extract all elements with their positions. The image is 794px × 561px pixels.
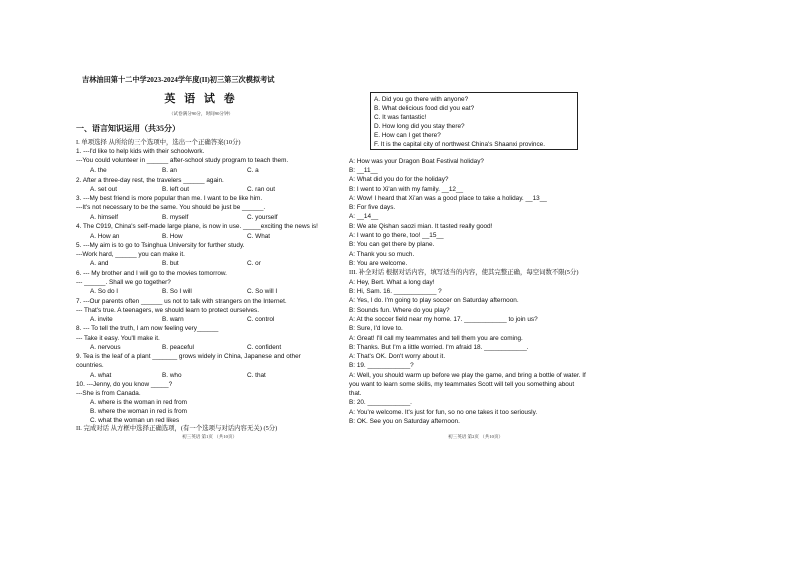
- subject-title: 英 语 试 卷: [164, 93, 238, 105]
- option: C. that: [247, 372, 266, 379]
- question-line: --- That's true. A teenagers, we should learn to protect ourselves.: [76, 307, 259, 314]
- question-line: 5. ---My aim is to go to Tsinghua University for further study.: [76, 242, 245, 249]
- option: B. who: [162, 372, 182, 379]
- part2-instruction: II. 完成对话 从方框中选择正确选项，(有一个选项与对话内容无关) (5分): [76, 425, 278, 432]
- dialogue-line: you want to learn some skills, my teammates Scott will tell you something about: [349, 381, 575, 388]
- dialogue-line: A: At the soccer field near my home. 17. ____________ to join us?: [349, 316, 538, 323]
- option: B. warn: [162, 316, 184, 323]
- dialogue-line: B: I went to Xi'an with my family. __12__: [349, 186, 464, 193]
- option: B. peaceful: [162, 344, 194, 351]
- dialogue-line: A: That's OK. Don't worry about it.: [349, 353, 446, 360]
- option: C. control: [247, 316, 275, 323]
- question-line: countries.: [76, 362, 104, 369]
- box-option: E. How can I get there?: [374, 132, 441, 139]
- option: C. confident: [247, 344, 282, 351]
- option: A. How an: [90, 233, 120, 240]
- dialogue-line: A: I want to go there, too! __15__: [349, 232, 444, 239]
- dialogue-line: B: Thanks. But I'm a little worried. I'm afraid 18. ____________.: [349, 344, 529, 351]
- box-option: C. It was fantastic!: [374, 114, 427, 121]
- dialogue-line: A: How was your Dragon Boat Festival holiday?: [349, 158, 484, 165]
- dialogue-line: A: You're welcome. It's just for fun, so no one takes it too seriously.: [349, 409, 538, 416]
- dialogue-line: A: __14__: [349, 213, 379, 220]
- option: A. So do I: [90, 288, 119, 295]
- option: A. invite: [90, 316, 113, 323]
- dialogue-line: B: Hi, Sam. 16. ____________ ?: [349, 288, 442, 295]
- section-1-title: 一、语言知识运用（共35分）: [76, 124, 180, 133]
- question-line: ---Work hard, ______ you can make it.: [76, 251, 185, 258]
- question-line: 3. ---My best friend is more popular than me. I want to be like him.: [76, 195, 263, 202]
- box-option: F. It is the capital city of northwest China's Shaanxi province.: [374, 141, 546, 148]
- dialogue-line: A: What did you do for the holiday?: [349, 176, 449, 183]
- option: B. but: [162, 260, 179, 267]
- dialogue-line: A: Hey, Bert. What a long day!: [349, 279, 435, 286]
- question-line: 10. ---Jenny, do you know _____?: [76, 381, 173, 388]
- score-note: （试卷满分90分，时间90分钟）: [168, 111, 234, 116]
- option: A. where is the woman in red from: [90, 399, 187, 406]
- option-box: [370, 92, 578, 150]
- dialogue-line: A: Great! I'll call my teammates and tell them you are coming.: [349, 335, 523, 342]
- option: C. yourself: [247, 214, 278, 221]
- option: C. ran out: [247, 186, 276, 193]
- dialogue-line: B: For five days.: [349, 204, 396, 211]
- question-line: ---It's not necessary to be the same. You should be just be ______.: [76, 204, 266, 211]
- option: C. So will I: [247, 288, 278, 295]
- question-line: 9. Tea is the leaf of a plant _______ grows widely in China, Japanese and other: [76, 353, 301, 360]
- dialogue-line: A: Well, you should warm up before we play the game, and bring a bottle of water. If: [349, 372, 586, 379]
- question-line: 7. ---Our parents often ______ us not to talk with strangers on the Internet.: [76, 298, 287, 305]
- option: C. What: [247, 233, 271, 240]
- option: A. nervous: [90, 344, 121, 351]
- dialogue-line: A: Wow! I heard that Xi'an was a good place to take a holiday. __13__: [349, 195, 547, 202]
- question-line: 1. ---I'd like to help kids with their schoolwork.: [76, 148, 205, 155]
- exam-title: 吉林油田第十二中学2023-2024学年度(II)初三第三次模拟考试: [82, 76, 275, 84]
- box-option: D. How long did you stay there?: [374, 123, 465, 130]
- part1-instruction: I. 单项选择 从所给的三个选项中，选出一个正确答案(10分): [76, 139, 241, 146]
- option: A. what: [90, 372, 112, 379]
- dialogue-line: A: Thank you so much.: [349, 251, 415, 258]
- option: C. a: [247, 167, 259, 174]
- option: A. himself: [90, 214, 119, 221]
- dialogue-line: B: __11__: [349, 167, 378, 174]
- part3-instruction: III. 补全对话 根据对话内容，填写适当的内容，使其完整正确，每空词数不限(5分): [349, 269, 579, 276]
- dialogue-line: B: OK. See you on Saturday afternoon.: [349, 418, 460, 425]
- option: A. and: [90, 260, 109, 267]
- dialogue-line: B: 20. ____________.: [349, 399, 412, 406]
- question-line: ---She is from Canada.: [76, 390, 141, 397]
- question-line: ---You could volunteer in ______ after-school study program to teach them.: [76, 157, 289, 164]
- page-footer-left: 初三英语 第1页 （共10页）: [182, 434, 238, 439]
- option: B. myself: [162, 214, 189, 221]
- option: B. How: [162, 233, 183, 240]
- dialogue-line: B: You can get there by plane.: [349, 241, 435, 248]
- box-option: A. Did you go there with anyone?: [374, 96, 469, 103]
- question-line: 6. --- My brother and I will go to the movies tomorrow.: [76, 270, 227, 277]
- option: B. So I will: [162, 288, 192, 295]
- option: B. where the woman in red is from: [90, 408, 187, 415]
- dialogue-line: B: We ate Qishan saozi mian. It tasted really good!: [349, 223, 493, 230]
- option: B. an: [162, 167, 177, 174]
- dialogue-line: that.: [349, 390, 362, 397]
- option: B. left out: [162, 186, 189, 193]
- dialogue-line: B: 19. ____________?: [349, 362, 414, 369]
- dialogue-line: A: Yes, I do. I'm going to play soccer on Saturday afternoon.: [349, 297, 519, 304]
- option: A. set out: [90, 186, 117, 193]
- dialogue-line: B: Sure, I'd love to.: [349, 325, 403, 332]
- question-line: 2. After a three-day rest, the travelers ______ again.: [76, 177, 224, 184]
- option: A. the: [90, 167, 107, 174]
- option: C. what the woman un red likes: [90, 417, 180, 424]
- dialogue-line: B: Sounds fun. Where do you play?: [349, 307, 450, 314]
- question-line: 4. The C919, China's self-made large plane, is now in use. _____exciting the news is!: [76, 223, 318, 230]
- box-option: B. What delicious food did you eat?: [374, 105, 475, 112]
- page-footer-right: 初三英语 第2页 （共10页）: [448, 434, 504, 439]
- option: C. or: [247, 260, 261, 267]
- question-line: 8. --- To tell the truth, I am now feeling very______: [76, 325, 219, 332]
- question-line: --- ______. Shall we go together?: [76, 279, 171, 286]
- question-line: --- Take it easy. You'll make it.: [76, 335, 160, 342]
- dialogue-line: B: You are welcome.: [349, 260, 408, 267]
